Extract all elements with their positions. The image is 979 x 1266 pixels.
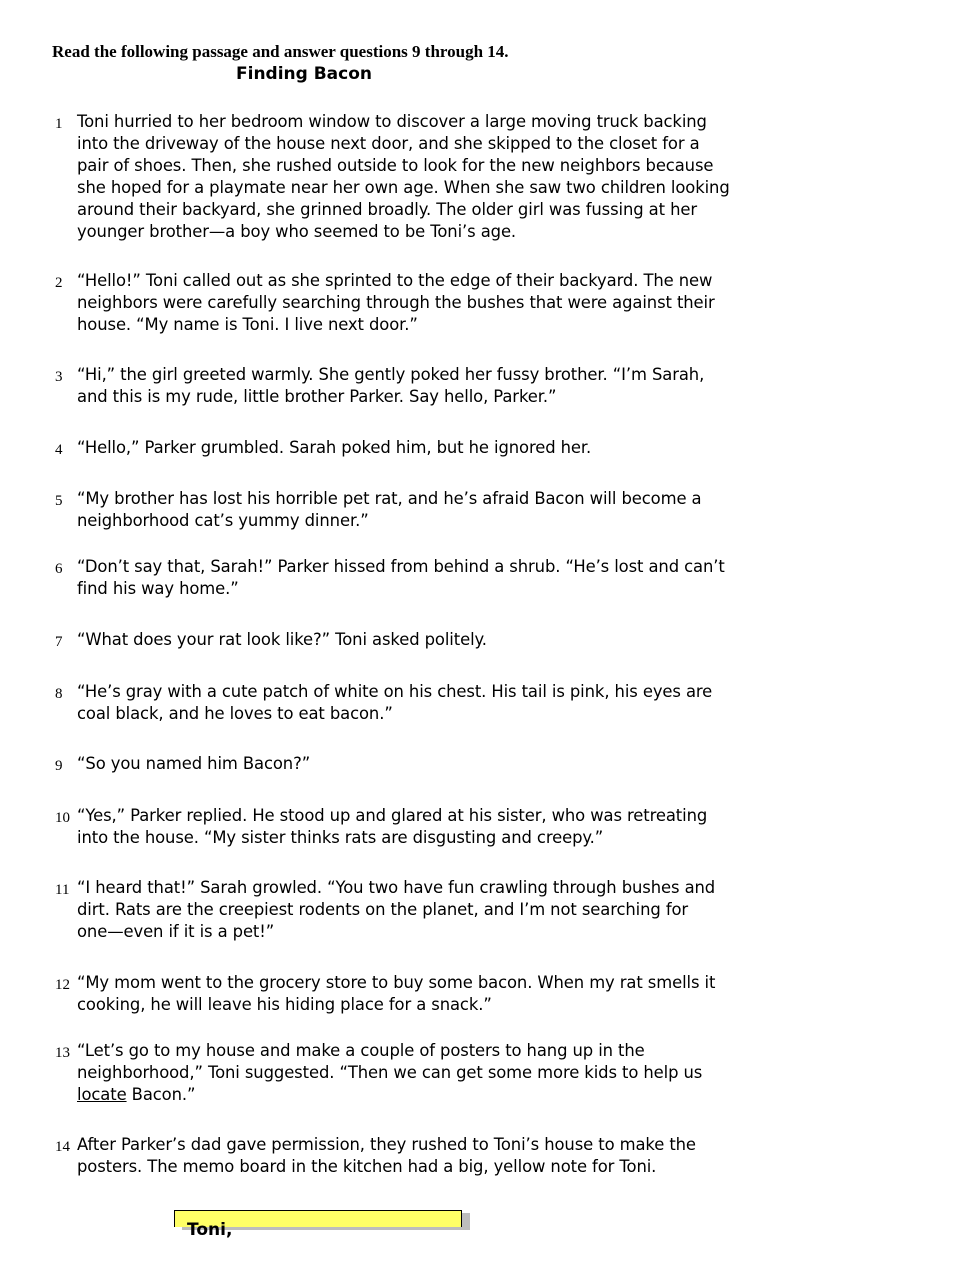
paragraph-line: After Parker’s dad gave permission, they rushed to Toni’s house to make the	[77, 1135, 696, 1154]
paragraph-2	[52, 270, 742, 336]
paragraph-line: “Hi,” the girl greeted warmly. She gently poked her fussy brother. “I’m Sarah,	[77, 365, 705, 384]
paragraph-12	[52, 972, 742, 1016]
paragraph-6	[52, 556, 742, 600]
paragraph-number: 2	[55, 275, 63, 291]
paragraph-line: younger brother—a boy who seemed to be Toni’s age.	[77, 222, 517, 241]
memo-note	[174, 1210, 462, 1240]
paragraph-8	[52, 681, 742, 725]
paragraph-number: 8	[55, 686, 63, 702]
paragraph-number: 4	[55, 442, 63, 458]
paragraph-number: 6	[55, 561, 63, 577]
paragraph-number: 7	[55, 634, 63, 650]
paragraph-number: 10	[55, 810, 70, 826]
instructions: Read the following passage and answer questions 9 through 14.	[52, 42, 509, 61]
paragraph-line: “Hello,” Parker grumbled. Sarah poked him, but he ignored her.	[77, 438, 592, 457]
memo-note-text: Toni,	[187, 1220, 233, 1240]
paragraph-4	[52, 437, 742, 459]
paragraph-line: pair of shoes. Then, she rushed outside to look for the new neighbors because	[77, 156, 714, 175]
paragraph-line	[77, 1084, 742, 1106]
paragraph-9	[52, 753, 742, 775]
paragraph-line: “Don’t say that, Sarah!” Parker hissed from behind a shrub. “He’s lost and can’t	[77, 557, 725, 576]
paragraph-line: “My mom went to the grocery store to buy some bacon. When my rat smells it	[77, 973, 716, 992]
paragraph-number: 9	[55, 758, 63, 774]
paragraph-line-rest: Bacon.”	[126, 1085, 196, 1104]
paragraph-number: 14	[55, 1139, 70, 1155]
paragraph-13	[52, 1040, 742, 1106]
paragraph-line: Toni hurried to her bedroom window to discover a large moving truck backing	[77, 112, 707, 131]
paragraph-line: coal black, and he loves to eat bacon.”	[77, 704, 393, 723]
paragraph-number: 13	[55, 1045, 70, 1061]
paragraph-1	[52, 111, 742, 243]
paragraph-line: “What does your rat look like?” Toni asked politely.	[77, 630, 487, 649]
paragraph-line: “So you named him Bacon?”	[77, 754, 311, 773]
paragraph-5	[52, 488, 742, 532]
paragraph-line: neighborhood,” Toni suggested. “Then we can get some more kids to help us	[77, 1063, 703, 1082]
paragraph-number: 1	[55, 116, 63, 132]
paragraph-line: neighborhood cat’s yummy dinner.”	[77, 511, 369, 530]
paragraph-line: “Let’s go to my house and make a couple of posters to hang up in the	[77, 1041, 645, 1060]
paragraph-number: 11	[55, 882, 70, 898]
paragraph-line: neighbors were carefully searching through the bushes that were against their	[77, 293, 715, 312]
paragraph-line: into the house. “My sister thinks rats are disgusting and creepy.”	[77, 828, 604, 847]
paragraph-line: and this is my rude, little brother Parker. Say hello, Parker.”	[77, 387, 557, 406]
paragraph-line: “Yes,” Parker replied. He stood up and glared at his sister, who was retreating	[77, 806, 708, 825]
paragraph-7	[52, 629, 742, 651]
paragraph-line: house. “My name is Toni. I live next door.”	[77, 315, 418, 334]
passage-title: Finding Bacon	[236, 64, 373, 84]
paragraph-line: she hoped for a playmate near her own age. When she saw two children looking	[77, 178, 730, 197]
paragraph-line: find his way home.”	[77, 579, 239, 598]
paragraph-line: posters. The memo board in the kitchen had a big, yellow note for Toni.	[77, 1157, 657, 1176]
paragraph-line: around their backyard, she grinned broadly. The older girl was fussing at her	[77, 200, 697, 219]
paragraph-10	[52, 805, 742, 849]
paragraph-11	[52, 877, 742, 943]
vocabulary-word-locate: locate	[77, 1085, 127, 1104]
paragraph-14	[52, 1134, 742, 1178]
paragraph-3	[52, 364, 742, 408]
paragraph-number: 12	[55, 977, 70, 993]
paragraph-line: “My brother has lost his horrible pet rat, and he’s afraid Bacon will become a	[77, 489, 702, 508]
paragraph-line: “Hello!” Toni called out as she sprinted to the edge of their backyard. The new	[77, 271, 713, 290]
paragraph-line: into the driveway of the house next door, and she skipped to the closet for a	[77, 134, 700, 153]
paragraph-line: cooking, he will leave his hiding place for a snack.”	[77, 995, 492, 1014]
paragraph-number: 5	[55, 493, 63, 509]
paragraph-line: dirt. Rats are the creepiest rodents on the planet, and I’m not searching for	[77, 900, 689, 919]
paragraph-number: 3	[55, 369, 63, 385]
paragraph-line: one—even if it is a pet!”	[77, 922, 275, 941]
paragraph-line: “I heard that!” Sarah growled. “You two have fun crawling through bushes and	[77, 878, 716, 897]
paragraph-line: “He’s gray with a cute patch of white on his chest. His tail is pink, his eyes are	[77, 682, 713, 701]
